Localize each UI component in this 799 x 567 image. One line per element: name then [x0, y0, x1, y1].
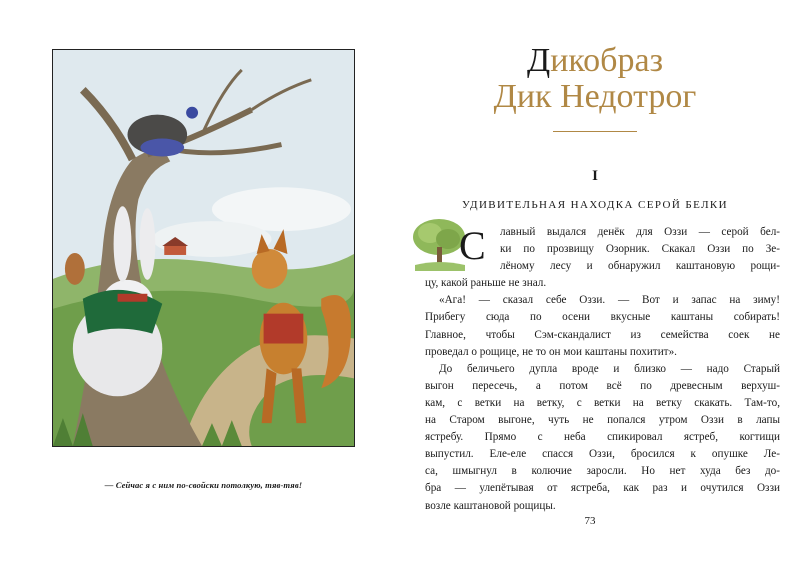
page-number: 73	[584, 515, 596, 527]
chapter-number: I	[592, 168, 598, 184]
title-divider	[553, 131, 637, 132]
text-line: лавный выдался денёк для Оззи — серой бел-	[500, 226, 780, 238]
story-title-line1	[410, 42, 780, 80]
story-text	[425, 224, 780, 515]
story-title-line2: Дик Недотрог	[493, 78, 697, 115]
illustration-art	[53, 50, 354, 446]
text-line: До беличьего дупла вроде и близко — надо Старый	[439, 362, 780, 375]
story-illustration	[52, 49, 355, 447]
illustration-caption: — Сейчас я с ним по-свойски потолкую, тяв-тяв!	[104, 480, 303, 490]
text-line: кам, с ветки на ветку, с ветки на ветку скакать. Там-то,	[425, 396, 780, 409]
text-line: Главное, чтобы Сэм-скандалист из семейства соек не	[425, 328, 780, 341]
text-line: са, шмыгнул в колючие заросли. Но нет худа без до-	[425, 465, 780, 478]
text-line: лёному лесу и обнаружил каштановую рощи-	[500, 260, 780, 273]
text-line: ки по прозвищу Озорник. Скакал Оззи по Зе-	[500, 243, 780, 256]
chapter-title: УДИВИТЕЛЬНАЯ НАХОДКА СЕРОЙ БЕЛКИ	[461, 199, 729, 211]
text-line: выпустил. Еле-еле спасся Оззи, бросился к опушке Ле-	[425, 448, 780, 461]
drop-cap: С	[459, 223, 486, 268]
text-line: возле каштановой рощицы.	[425, 499, 556, 512]
text-line: бра — улепётывая от ястреба, как раз и очутился Оззи	[425, 482, 780, 495]
text-line: проведал о рощице, не то он мои каштаны похитит».	[425, 345, 677, 358]
text-line: цу, какой раньше не знал.	[425, 277, 547, 290]
text-line: Прибегу сюда по осени вкусные каштаны собирать!	[425, 311, 780, 324]
text-line: ястребу. Прямо с неба спикировал ястреб, когтищи	[425, 431, 780, 444]
title-initial: Д	[526, 42, 551, 79]
text-line: выгон пересечь, а потом всё по древесным верхуш-	[425, 379, 780, 392]
title-rest: икобраз	[550, 42, 663, 79]
text-line: на Старом выгоне, чуть не попался утром Оззи в лапы	[425, 414, 780, 427]
text-line: «Ага! — сказал себе Оззи. — Вот и запас на зиму!	[439, 294, 780, 307]
